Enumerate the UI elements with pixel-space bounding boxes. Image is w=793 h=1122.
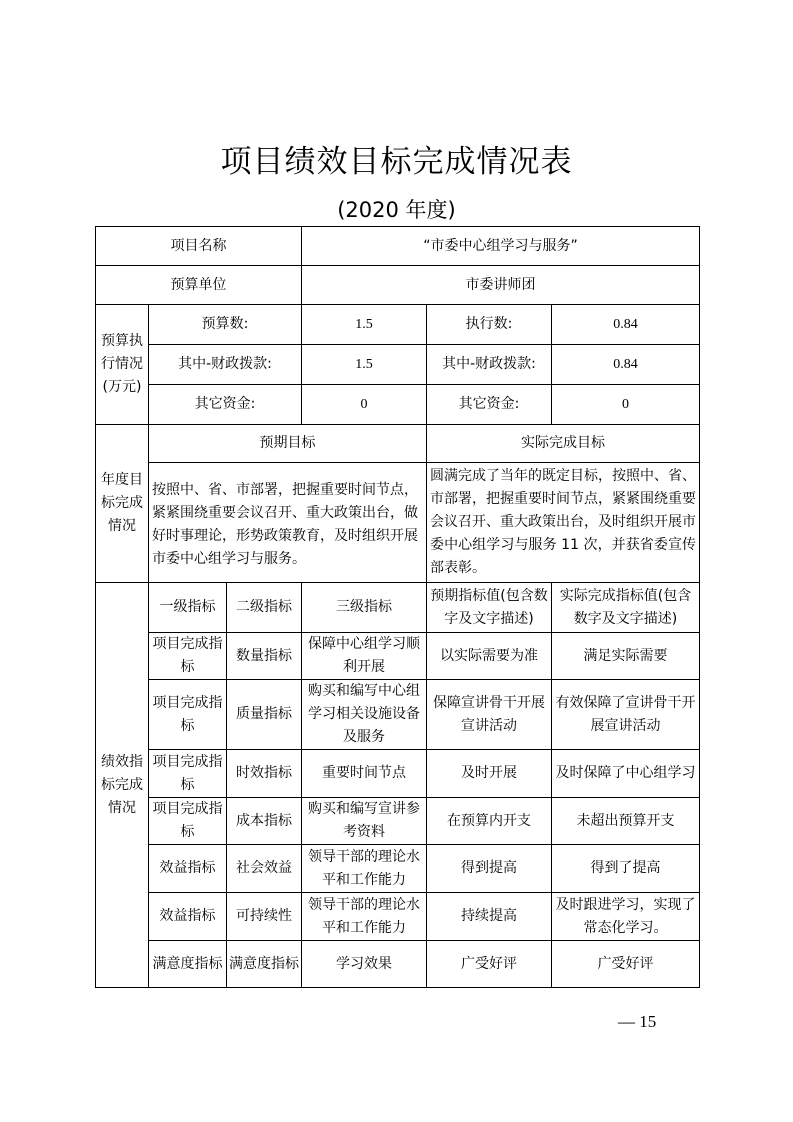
project-name-value: “市委中心组学习与服务”	[302, 227, 700, 266]
expected-value-cell: 以实际需要为准	[427, 633, 552, 680]
expected-goal-text: 按照中、省、市部署，把握重要时间节点，紧紧围绕重要会议召开、重大政策出台，做好时事理论，形势政策教育，及时组织开展市委中心组学习与服务。	[149, 463, 427, 583]
year-subtitle: (2020 年度)	[337, 198, 456, 222]
fiscal-exec-value: 0.84	[552, 345, 700, 385]
budget-unit-label: 预算单位	[96, 266, 302, 305]
level3-cell: 重要时间节点	[302, 750, 427, 798]
level3-cell: 购买和编写中心组学习相关设施设备及服务	[302, 680, 427, 750]
exec-label: 执行数:	[427, 305, 552, 345]
actual-value-cell: 未超出预算开支	[552, 798, 700, 845]
level1-cell: 满意度指标	[149, 941, 227, 988]
other-budget-label: 其它资金:	[149, 385, 302, 425]
project-name-label: 项目名称	[96, 227, 302, 266]
header-level2: 二级指标	[227, 583, 302, 633]
expected-value-cell: 持续提高	[427, 893, 552, 941]
budget-row	[96, 305, 700, 345]
actual-value-cell: 有效保障了宣讲骨干开展宣讲活动	[552, 680, 700, 750]
fiscal-budget-value: 1.5	[302, 345, 427, 385]
expected-value-cell: 及时开展	[427, 750, 552, 798]
budget-unit-value: 市委讲师团	[302, 266, 700, 305]
fiscal-exec-label: 其中-财政拨款:	[427, 345, 552, 385]
header-level3: 三级指标	[302, 583, 427, 633]
actual-value-cell: 及时跟进学习，实现了常态化学习。	[552, 893, 700, 941]
level1-cell: 效益指标	[149, 893, 227, 941]
table-row	[96, 845, 700, 893]
level1-cell: 项目完成指标	[149, 750, 227, 798]
other-exec-value: 0	[552, 385, 700, 425]
level2-cell: 质量指标	[227, 680, 302, 750]
expected-value-cell: 得到提高	[427, 845, 552, 893]
level3-cell: 领导干部的理论水平和工作能力	[302, 845, 427, 893]
perf-section-label: 绩效指标完成情况	[96, 583, 149, 988]
level2-cell: 社会效益	[227, 845, 302, 893]
table-row	[96, 680, 700, 750]
header-actual-value: 实际完成指标值(包含数字及文字描述)	[552, 583, 700, 633]
level1-cell: 项目完成指标	[149, 633, 227, 680]
perf-header-row	[96, 583, 700, 633]
level3-cell: 购买和编写宣讲参考资料	[302, 798, 427, 845]
level2-cell: 数量指标	[227, 633, 302, 680]
expected-value-cell: 在预算内开支	[427, 798, 552, 845]
level3-cell: 保障中心组学习顺利开展	[302, 633, 427, 680]
page-number: — 15	[618, 1012, 657, 1031]
other-funds-row	[96, 385, 700, 425]
header-expected-value: 预期指标值(包含数字及文字描述)	[427, 583, 552, 633]
level1-cell: 项目完成指标	[149, 680, 227, 750]
other-budget-value: 0	[302, 385, 427, 425]
fiscal-row	[96, 345, 700, 385]
budget-value: 1.5	[302, 305, 427, 345]
actual-value-cell: 广受好评	[552, 941, 700, 988]
page-title: 项目绩效目标完成情况表	[220, 144, 573, 180]
table-row	[96, 633, 700, 680]
expected-value-cell: 广受好评	[427, 941, 552, 988]
actual-goal-header: 实际完成目标	[427, 425, 700, 463]
actual-value-cell: 及时保障了中心组学习	[552, 750, 700, 798]
annual-text-row	[96, 463, 700, 583]
table-row	[96, 750, 700, 798]
actual-value-cell: 满足实际需要	[552, 633, 700, 680]
annual-section-label: 年度目标完成情况	[96, 425, 149, 583]
level2-cell: 满意度指标	[227, 941, 302, 988]
level1-cell: 项目完成指标	[149, 798, 227, 845]
other-exec-label: 其它资金:	[427, 385, 552, 425]
header-level1: 一级指标	[149, 583, 227, 633]
level3-cell: 学习效果	[302, 941, 427, 988]
actual-value-cell: 得到了提高	[552, 845, 700, 893]
table-row	[96, 941, 700, 988]
level2-cell: 可持续性	[227, 893, 302, 941]
actual-goal-text: 圆满完成了当年的既定目标，按照中、省、市部署，把握重要时间节点，紧紧围绕重要会议召开、重大政策出台，及时组织开展市委中心组学习与服务 11 次，并获省委宣传部表彰。	[427, 463, 700, 583]
budget-section-label: 预算执行情况(万元)	[96, 305, 149, 425]
project-name-row	[96, 227, 700, 266]
level2-cell: 时效指标	[227, 750, 302, 798]
level2-cell: 成本指标	[227, 798, 302, 845]
table-row	[96, 893, 700, 941]
expected-value-cell: 保障宣讲骨干开展宣讲活动	[427, 680, 552, 750]
table-row	[96, 798, 700, 845]
budget-unit-row	[96, 266, 700, 305]
budget-label: 预算数:	[149, 305, 302, 345]
level1-cell: 效益指标	[149, 845, 227, 893]
fiscal-budget-label: 其中-财政拨款:	[149, 345, 302, 385]
performance-table	[95, 226, 700, 988]
expected-goal-header: 预期目标	[149, 425, 427, 463]
annual-header-row	[96, 425, 700, 463]
level3-cell: 领导干部的理论水平和工作能力	[302, 893, 427, 941]
exec-value: 0.84	[552, 305, 700, 345]
